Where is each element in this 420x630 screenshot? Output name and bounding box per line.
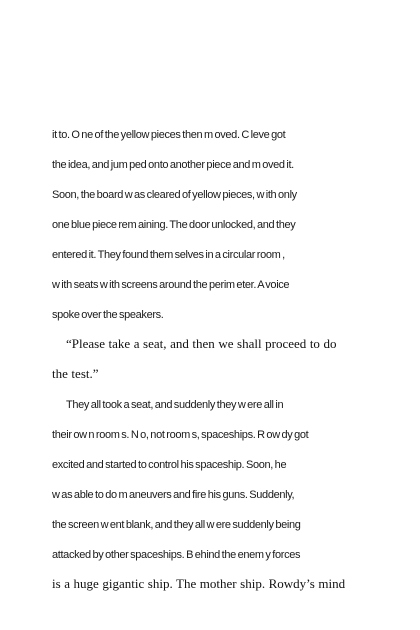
dialogue-line: the test.”	[52, 366, 99, 381]
text-line: w as able to do m aneuvers and fire his guns. Suddenly,	[52, 489, 295, 501]
text-line: Soon, the board w as cleared of yellow pieces, w ith only	[52, 189, 297, 201]
text-line: excited and started to control his spaceship. Soon, he	[52, 459, 287, 471]
text-line: spoke over the speakers.	[52, 309, 164, 321]
text-line: their ow n room s. N o, not room s, spaceships. R ow dy got	[52, 429, 309, 441]
text-line: attacked by other spaceships. B ehind the enem y forces	[52, 549, 301, 561]
text-line: it to. O ne of the yellow pieces then m oved. C leve got	[52, 129, 286, 141]
text-line: w ith seats w ith screens around the perim eter. A voice	[52, 279, 290, 291]
dialogue-line: “Please take a seat, and then we shall proceed to do	[66, 336, 337, 351]
text-line: They all took a seat, and suddenly they w ere all in	[66, 399, 284, 411]
text-line: the screen w ent blank, and they all w ere suddenly being	[52, 519, 301, 531]
text-line: the idea, and jum ped onto another piece and m oved it.	[52, 159, 294, 171]
text-line: entered it. They found them selves in a circular room ,	[52, 249, 285, 261]
text-line: one blue piece rem aining. The door unlocked, and they	[52, 219, 296, 231]
text-line: is a huge gigantic ship. The mother ship. Rowdy’s mind	[52, 576, 346, 591]
